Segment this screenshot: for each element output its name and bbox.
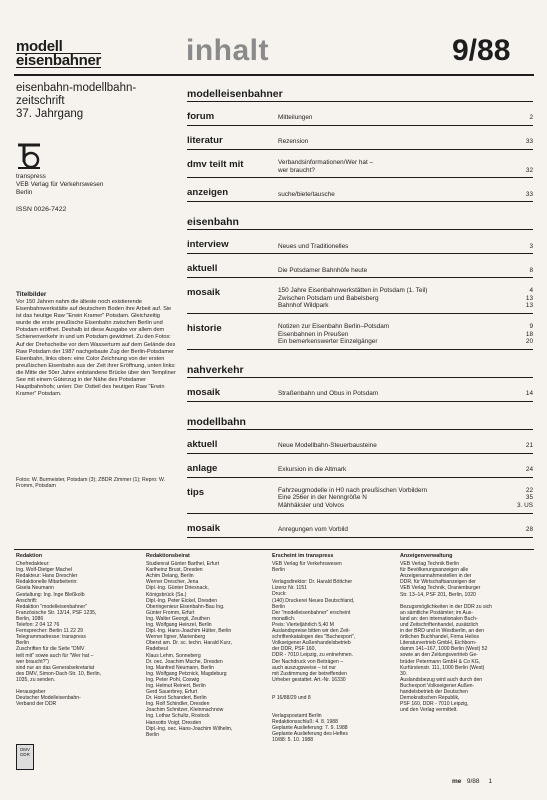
toc-item-title: Eisenbahnen in Preußen [278,330,349,338]
toc-entry [187,520,533,538]
toc-item-page: 13 [525,302,533,310]
impressum-line: 1035, zu senden. [16,676,56,683]
toc-item-page: 2 [529,114,533,122]
impressum-line: schriftenkatalogen des "Buchexport", [272,634,356,641]
impressum-line: Ing. Manfred Neumann, Berlin [146,664,214,671]
impressum-line: Herausgeber [16,688,46,695]
toc-item-page: 33 [525,190,533,198]
toc-item-page: 9 [529,322,533,330]
toc-entry [187,460,533,478]
impressum-line: Geplante Auslieferung: 7. 9. 1988 [272,725,348,732]
toc-category: literatur [187,135,223,146]
impressum-line: Dipl.-Ing. Peter Eickel, Dresden [146,597,218,604]
impressum-line: Ing. Lothar Schultz, Rostock [146,713,210,720]
toc-category: historie [187,322,222,334]
toc-item-title: Verbandsinformationen/Wer hat – [278,159,374,166]
section-title: modellbahn [187,416,533,430]
toc-item[interactable] [278,442,533,450]
impressum-line: Oberingenieur Eisenbahn-Bau Ing. [146,603,225,610]
toc-item-page [507,159,533,167]
impressum-line: in der BRD und in Westberlin, an den [400,628,484,635]
section-title: eisenbahn [187,216,533,230]
impressum-line: handelsbetrieb der Deutschen [400,688,468,695]
impressum-editorial [16,553,101,707]
toc-item[interactable] [278,138,533,146]
impressum-heading: Redaktion [16,553,43,559]
section-title: nahverkehr [187,364,533,378]
table-of-contents [187,88,533,544]
toc-item-page: 4 [529,287,533,295]
impressum-line: Werner Drescher, Jena [146,579,199,586]
impressum-line: Str. 13–14, PSF 201, Berlin, 1020 [400,591,476,598]
toc-item[interactable] [278,466,533,474]
impressum-line: Gisela Neumann [16,585,54,592]
impressum-line: Der Nachdruck von Beiträgen – [272,658,344,665]
toc-item[interactable] [278,191,533,199]
magazine-logo [16,40,101,68]
toc-entry [187,320,533,350]
impressum-line: Redakteur: Hans Dreschler [16,573,78,580]
toc-item-title: 150 Jahre Eisenbahnwerkstätten in Potsdam (1. Teil) [278,287,428,295]
impressum-line: Literaturvertrieb GmbH, Eichborn- [400,640,477,647]
toc-item-title: Fahrzeugmodelle in H0 nach preußischen Vorbildern [278,486,428,494]
impressum-line: Redaktionelle Mitarbeiterin: [16,579,78,586]
toc-item[interactable] [278,114,533,122]
impressum-line: Redaktion "modelleisenbahner" [16,603,88,610]
toc-entry [187,484,533,514]
cover-caption-heading: Titelbilder [16,291,47,298]
impressum-line: monatlich. [272,615,296,622]
issue-number: 9/88 [452,34,511,67]
impressum-line: Buchexport Volkseigener Außen- [400,682,475,689]
toc-item-page: 8 [529,266,533,274]
toc-category: mosaik [187,522,221,534]
impressum-line: Studienrat Günter Barthel, Erfurt [146,561,220,568]
impressum-line: des DMV, Simon-Dach-Str. 10, Berlin, [16,670,102,677]
impressum-line: Druck: [272,591,287,598]
impressum-line: Berlin, 1086 [16,615,44,622]
impressum-line: Fernsprecher: Berlin 11 22 29 [16,628,84,635]
impressum-line: örtlichen Buchhandel, Firma Helios [400,634,479,641]
impressum-line: Klaus Lehm, Sonneberg [146,652,201,659]
toc-item-page: 3 [529,242,533,250]
impressum-line: Karlheinz Brust, Dresden [146,567,203,574]
toc-item-title: Ein bemerkenswerter Einzelgänger [278,338,378,346]
toc-item[interactable] [278,167,533,175]
toc-entry [187,156,533,178]
impressum-line: Französische Str. 13/14, PSF 1235, [16,609,97,616]
toc-entry [187,436,533,454]
toc-category: interview [187,239,229,251]
impressum-line: Bezugsmöglichkeiten in der DDR zu sich [400,603,493,610]
toc-item[interactable] [278,526,533,534]
toc-category: anzeigen [187,187,229,199]
impressum-line: auch auszugsweise – ist nur [272,664,336,671]
impressum-line: Hansotto Voigt, Dresden [146,719,202,726]
footer-page-number: 1 [488,778,493,785]
toc-item-title: Straßenbahn und Obus in Potsdam [278,390,379,398]
toc-item-title: Die Potsdamer Bahnhöfe heute [278,266,368,274]
impressum-line: Gerd Sauerbrey, Erfurt [146,689,198,696]
impressum-line: 10/88: 5. 10. 1988 [272,737,314,744]
impressum-line: Werner Ilgner, Marienberg [146,634,206,641]
impressum-line: der DDR, PSF 160, [272,646,316,653]
toc-item-page: 28 [525,525,533,533]
photo-credits: Fotos: W. Burmeister, Potsdam (3); ZBDR Zimmer (1); Repro: W. Fromm, Potsdam [16,477,166,490]
impressum-line: Volkseigener Außenhandelsbetrieb [272,640,351,647]
impressum-line: Ing. Wolf-Dietger Machel [16,567,72,574]
toc-category: forum [187,111,215,122]
publisher-info [16,173,103,197]
impressum-rule [14,549,534,550]
impressum-line: Geplante Auslieferung des Heftes [272,731,348,738]
toc-entry [187,284,533,314]
impressum-line: Oberst am. Dr. sc. techn. Harald Kurz, [146,640,233,647]
toc-item[interactable] [278,323,533,331]
impressum-line: PSF 160, DDR - 7010 Leipzig, [400,701,469,708]
toc-item[interactable] [278,243,533,251]
toc-item-title: Zwischen Potsdam und Babelsberg [278,294,379,302]
section-title: modelleisenbahner [187,88,533,102]
impressum-line: P 16/88/29 und 8 [272,694,311,701]
toc-item-page: 13 [525,294,533,302]
impressum-advertising [400,553,492,713]
impressum-line: Anschrift: [16,597,38,604]
toc-item[interactable] [278,159,533,167]
impressum-line: Verlagspostamt Berlin [272,712,322,719]
toc-item[interactable] [278,331,533,339]
subtitle-line: eisenbahn-modellbahn- [16,82,137,94]
impressum-line: Ing. Peter Pohl, Coswig [146,676,200,683]
dmv-stamp-logo: DMV DDR [16,744,34,770]
impressum-line: Anzeigenannahmestellen in der [400,573,472,580]
toc-category: mosaik [187,287,221,299]
impressum-line: Günter Fromm, Erfurt [146,609,195,616]
impressum-heading: Redaktionsbeirat [146,553,190,559]
impressum-line: land an: den internationalen Buch- [400,615,478,622]
toc-item-page: 24 [525,466,533,474]
toc-item[interactable] [278,487,533,495]
toc-item-title: Notizen zur Eisenbahn Berlin–Potsdam [278,322,390,330]
impressum-line: Berlin [272,567,286,574]
impressum-line: Lizenz Nr. 1151 [272,585,308,592]
toc-category: tips [187,486,205,498]
impressum-line: Ing. Helmut Reinert, Berlin [146,682,206,689]
impressum-line: Zuschriften für die Seite "DMV [16,646,85,653]
toc-item-title: suche/biete/tausche [278,190,335,198]
toc-item-page: 35 [525,494,533,502]
impressum-line: DDR - 7010 Leipzig, zu entnehmen. [272,652,353,659]
toc-item-title: wer braucht? [278,166,315,174]
impressum-line: sowie an den Zeitungsvertrieb Ge- [400,652,478,659]
toc-item-page: 3. US [517,501,533,509]
toc-item[interactable] [278,502,533,510]
impressum-line: Dipl.-Ing. oec. Hans-Joachim Wilhelm, [146,725,233,732]
toc-item-title: Anregungen vom Vorbild [278,525,348,533]
impressum-line: DDR, für Wirtschaftsanzeigen der [400,579,476,586]
impressum-line: Achim Delang, Berlin [146,573,194,580]
impressum-line: Urheber gestattet. Art.-Nr. 16330 [272,676,346,683]
impressum-line: wer braucht?") [16,658,49,665]
toc-item[interactable] [278,338,533,346]
impressum-line: Dipl.-Ing. Günter Driesnack, [146,585,209,592]
impressum-line: Dipl.-Ing. Hans-Joachim Hütter, Berlin [146,628,232,635]
toc-entry [187,236,533,254]
subtitle-line: zeitschrift [16,95,65,107]
impressum-line: und den Verlag vermittelt. [400,707,458,714]
logo-line-1: modell [16,40,101,54]
impressum-line: Berlin [16,640,30,647]
publisher-line: transpress [16,173,46,180]
impressum-line: Kurfürstenstr. 111, 1000 Berlin (West) [400,664,485,671]
impressum-line: Telefon: 2 04 12 76 [16,622,60,629]
toc-category: dmv teilt mit [187,159,244,170]
impressum-publisher [272,553,355,743]
impressum-line: Gestaltung: Ing. Inge Bleßkolb [16,591,85,598]
impressum-line: sind nur an das Generalsekretariat [16,664,95,671]
toc-item-title: Neue Modellbahn-Steuerbausteine [278,442,377,450]
toc-entry [187,384,533,402]
impressum-line: Königsbrück (Sa.) [146,591,187,598]
toc-category: mosaik [187,386,221,398]
toc-item-title: Mitteilungen [278,114,313,122]
toc-item-title: Exkursion in die Altmark [278,466,347,474]
footer-issue: 9/88 [466,778,480,785]
toc-item-page: 22 [525,486,533,494]
impressum-line: Verlagsdirektor: Dr. Harald Böttcher [272,579,353,586]
toc-item[interactable] [278,390,533,398]
toc-item[interactable] [278,267,533,275]
toc-item[interactable] [278,494,533,502]
cover-caption-text: Vor 150 Jahren nahm die älteste noch existierende Eisenbahnwerkstätte auf deutschem Boden ihre Arbeit auf. Sie ist das heutige Raw "Erwin Kramer" Potsdam. Gleichzeitig wurde die erste preußische Eisenbahn zwischen Berlin und Potsdam eröffnet. Deshalb ist diese Ausgabe vor allem dem Schienenverkehr in und um Potsdam gewidmet. Zu den Fotos: Auf der Drehscheibe vor dem Wasserturm auf dem Gelände des Raw Potsdam der 1987 nachgebaute Zug der Berlin-Potsdamer Eisenbahn, links oben: eine Color Zeichnung von der ersten preußischen Eisenbahn aus der Zeit ihrer Eröffnung, unten links: die Mitte der 50er Jahre entstandene Brücke über den Templiner See mit einem Güterzug in der Nähe des Potsdamer Hauptbahnhofs; unten: Der Ostteil des heutigen Raw "Erwin Kramer" Potsdam. [16,299,176,398]
toc-category: aktuell [187,438,218,450]
toc-item[interactable] [278,302,533,310]
footer-label: me [452,778,462,785]
toc-entry [187,132,533,150]
magazine-subtitle [16,82,136,121]
impressum-line: damm 141–167, 1000 Berlin (West) 52 [400,646,488,653]
impressum-line: Auslandsbezug wird auch durch den [400,676,483,683]
impressum-heading: Erscheint im transpress [272,553,334,559]
transpress-logo-icon [16,142,42,170]
impressum-line: Radebeul [146,646,168,653]
subtitle-line: 37. Jahrgang [16,108,84,120]
impressum-line: Ing. Rolf Schindler, Dresden [146,701,210,708]
impressum-line: Ing. Wolfgang Petznick, Magdeburg [146,670,227,677]
toc-entry [187,184,533,202]
impressum-line: Redaktionsschluß: 4. 8. 1988 [272,719,338,726]
impressum-line: Ing. Wolfgang Heinzel, Berlin [146,622,212,629]
impressum-line: VEB Verlag für Verkehrswesen [272,561,342,568]
impressum-line: Der "modelleisenbahner" erscheint [272,609,351,616]
impressum-line: Demokratischen Republik, [400,695,460,702]
impressum-line: Dr. Horst Schandert, Berlin [146,695,207,702]
impressum-line: Ing. Walter Georgii, Zeuthen [146,615,210,622]
impressum-line: Verband der DDR [16,701,57,708]
toc-item-page: 20 [525,338,533,346]
impressum-advisory-board [146,553,232,738]
impressum-line: Deutscher Modelleisenbahn- [16,695,81,702]
publisher-line: VEB Verlag für Verkehrswesen [16,181,104,188]
impressum-line: brüder Petermann GmbH & Co KG, [400,658,481,665]
issn: ISSN 0026-7422 [16,206,67,213]
toc-item-page: 18 [525,330,533,338]
toc-item-title: Mähhäksler und Volvos [278,501,345,509]
toc-item-title: Neues und Traditionelles [278,242,349,250]
toc-item-title: Eine 256er in der Nenngröße N [278,494,367,502]
impressum-line: (140) Druckerei Neues Deutschland, [272,597,355,604]
page-footer [452,778,492,785]
toc-category: aktuell [187,263,218,275]
impressum-line: und Zeitschriftenhandel, zusätzlich [400,621,479,628]
toc-item-page: 33 [525,138,533,146]
impressum-line: VEB Verlag Technik, Oranienburger [400,585,481,592]
publisher-line: Berlin [16,189,33,196]
impressum-line: teilt mit" sowie auch für "Wer hat – [16,652,94,659]
logo-line-2: eisenbahner [16,52,102,69]
toc-item[interactable] [278,287,533,295]
toc-entry [187,108,533,126]
impressum-line: Chefredakteur: [16,561,50,568]
toc-entry [187,260,533,278]
toc-item-page: 32 [525,166,533,174]
impressum-line: Telegrammadresse: transpress [16,634,86,641]
impressum-line: VEB Verlag Technik Berlin [400,561,460,568]
page-title: inhalt [186,34,269,67]
impressum-line: Preis: Vierteljährlich 5,40 M [272,621,334,628]
impressum-line: Berlin [146,731,160,738]
impressum-line: an sämtliche Postämter; im Aus- [400,609,474,616]
impressum-line: mit Zustimmung der betreffenden [272,670,347,677]
impressum-line: Dr. oec. Joachim Muche, Dresden [146,658,223,665]
toc-item-title: Bahnhof Wildpark [278,302,329,310]
impressum-line: Joachim Schnitzer, Kleinmachnow [146,707,224,714]
impressum-heading: Anzeigenverwaltung [400,553,453,559]
impressum-line: Auslandspreise bitten wir den Zeit- [272,628,351,635]
toc-item-title: Rezension [278,138,309,146]
impressum-line: für Bevölkerungsanzeigen alle [400,567,469,574]
toc-item-page: 21 [525,442,533,450]
impressum-line: 30. [400,670,408,677]
toc-category: anlage [187,462,218,474]
toc-item[interactable] [278,295,533,303]
toc-item-page: 14 [525,390,533,398]
header-rule [14,74,534,76]
impressum-line: Berlin [272,603,286,610]
